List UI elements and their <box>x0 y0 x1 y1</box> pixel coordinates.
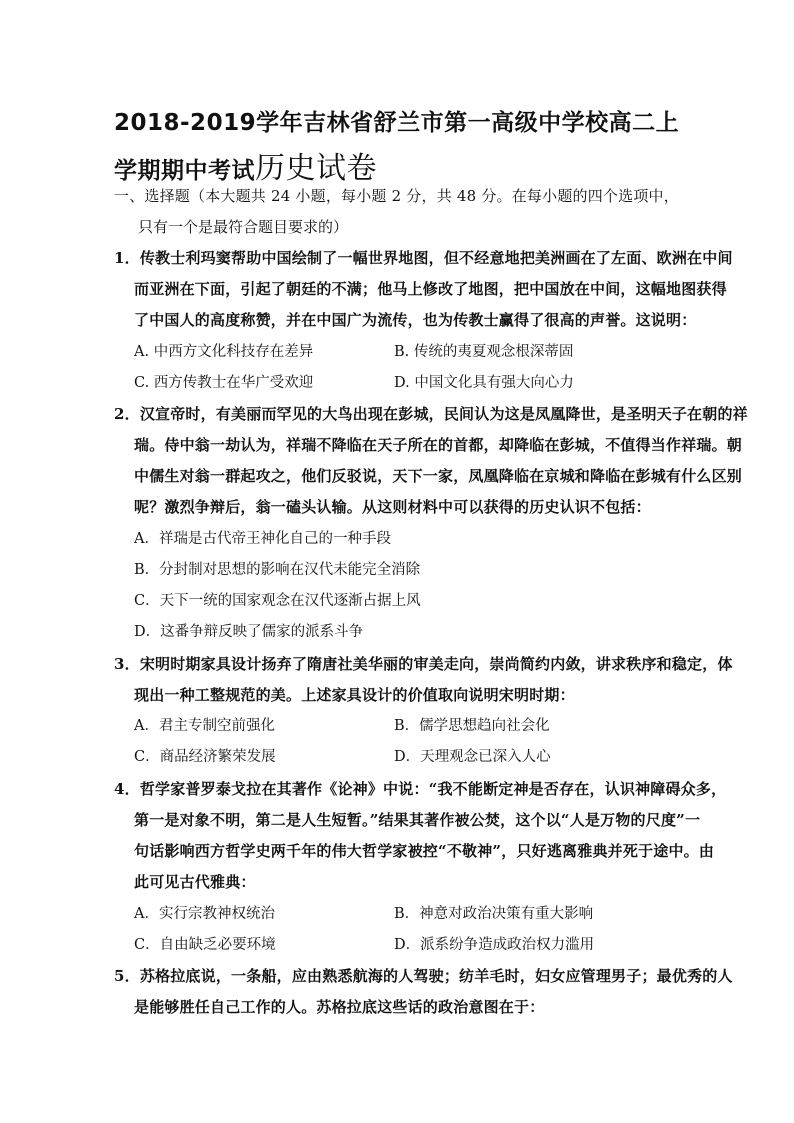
question-3-option-c[interactable]: C．商品经济繁荣发展 <box>134 749 276 765</box>
question-1-line-3: 了中国人的高度称赞，并在中国广为流传，也为传教士赢得了很高的声誉。这说明： <box>134 311 697 329</box>
question-3-option-a[interactable]: A．君主专制空前强化 <box>134 718 275 734</box>
question-1-line-2: 而亚洲在下面，引起了朝廷的不满；他马上修改了地图，把中国放在中间，这幅地图获得 <box>134 280 727 298</box>
question-2-option-c[interactable]: C．天下一统的国家观念在汉代逐渐占据上风 <box>134 593 421 609</box>
question-1-option-d[interactable]: D. 中国文化具有强大向心力 <box>394 375 574 391</box>
question-2-line-4: 呢？激烈争辩后，翁一磕头认输。从这则材料中可以获得的历史认识不包括： <box>134 498 651 516</box>
question-3-option-d[interactable]: D．天理观念已深入人心 <box>394 749 551 765</box>
question-2-line-2: 瑞。侍中翁一劫认为，祥瑞不降临在天子所在的首都，却降临在彭城，不值得当作祥瑞。朝 <box>134 436 743 454</box>
question-2-option-a[interactable]: A．祥瑞是古代帝王神化自己的一种手段 <box>134 531 391 547</box>
question-5-line-2: 是能够胜任自己工作的人。苏格拉底这些话的政治意图在于： <box>134 998 545 1016</box>
question-4-line-1: 4．哲学家普罗泰戈拉在其著作《论神》中说：“我不能断定神是否存在，认识神障碍众多， <box>114 780 727 798</box>
question-3-line-1: 3．宋明时期家具设计扬弃了隋唐社美华丽的审美走向，崇尚简约内敛，讲求秩序和稳定，体 <box>114 655 733 673</box>
question-4-line-2: 第一是对象不明，第二是人生短暂。”结果其著作被公焚，这个以“人是万物的尺度”一 <box>134 811 701 829</box>
question-4-line-4: 此可见古代雅典： <box>134 873 256 891</box>
question-2-line-3: 中儒生对翁一群起攻之，他们反驳说，天下一家，凤凰降临在京城和降临在彭城有什么区别 <box>134 467 743 485</box>
question-1-option-a[interactable]: A. 中西方文化科技存在差异 <box>134 344 314 360</box>
question-2-option-d[interactable]: D．这番争辩反映了儒家的派系斗争 <box>134 624 364 640</box>
question-4-option-b[interactable]: B．神意对政治决策有重大影响 <box>394 906 594 922</box>
question-4-line-3: 句话影响西方哲学史两千年的伟大哲学家被控“不敬神”，只好逃离雅典并死于途中。由 <box>134 842 715 860</box>
exam-title-line2 <box>114 143 714 187</box>
question-2-line-1: 2．汉宣帝时，有美丽而罕见的大鸟出现在彭城，民间认为这是凤凰降世，是圣明天子在朝的祥 <box>114 405 748 423</box>
exam-title-line1: 2018-2019学年吉林省舒兰市第一高级中学校高二上 <box>114 110 680 136</box>
question-3-line-2: 现出一种工整规范的美。上述家具设计的价值取向说明宋明时期： <box>134 686 575 704</box>
question-1-option-c[interactable]: C. 西方传教士在华广受欢迎 <box>134 375 314 391</box>
section-header-line2: 只有一个是最符合题目要求的） <box>138 218 349 236</box>
question-5-line-1: 5．苏格拉底说，一条船，应由熟悉航海的人驾驶；纺羊毛时，妇女应管理男子；最优秀的人 <box>114 967 733 985</box>
question-3-option-b[interactable]: B．儒学思想趋向社会化 <box>394 718 550 734</box>
question-1-line-1: 1．传教士利玛窦帮助中国绘制了一幅世界地图，但不经意地把美洲画在了左面、欧洲在中间 <box>114 249 733 267</box>
question-2-option-b[interactable]: B．分封制对思想的影响在汉代未能完全消除 <box>134 562 421 578</box>
question-4-option-c[interactable]: C．自由缺乏必要环境 <box>134 937 276 953</box>
question-1-option-b[interactable]: B. 传统的夷夏观念根深蒂固 <box>394 344 574 360</box>
exam-title-subject: 历史试卷 <box>255 151 377 186</box>
question-4-option-d[interactable]: D．派系纷争造成政治权力滥用 <box>394 937 595 953</box>
question-4-option-a[interactable]: A．实行宗教神权统治 <box>134 906 275 922</box>
section-header-line1: 一、选择题（本大题共 24 小题，每小题 2 分，共 48 分。在每小题的四个选项中， <box>114 187 679 205</box>
exam-title-prefix: 学期期中考试 <box>114 158 255 184</box>
